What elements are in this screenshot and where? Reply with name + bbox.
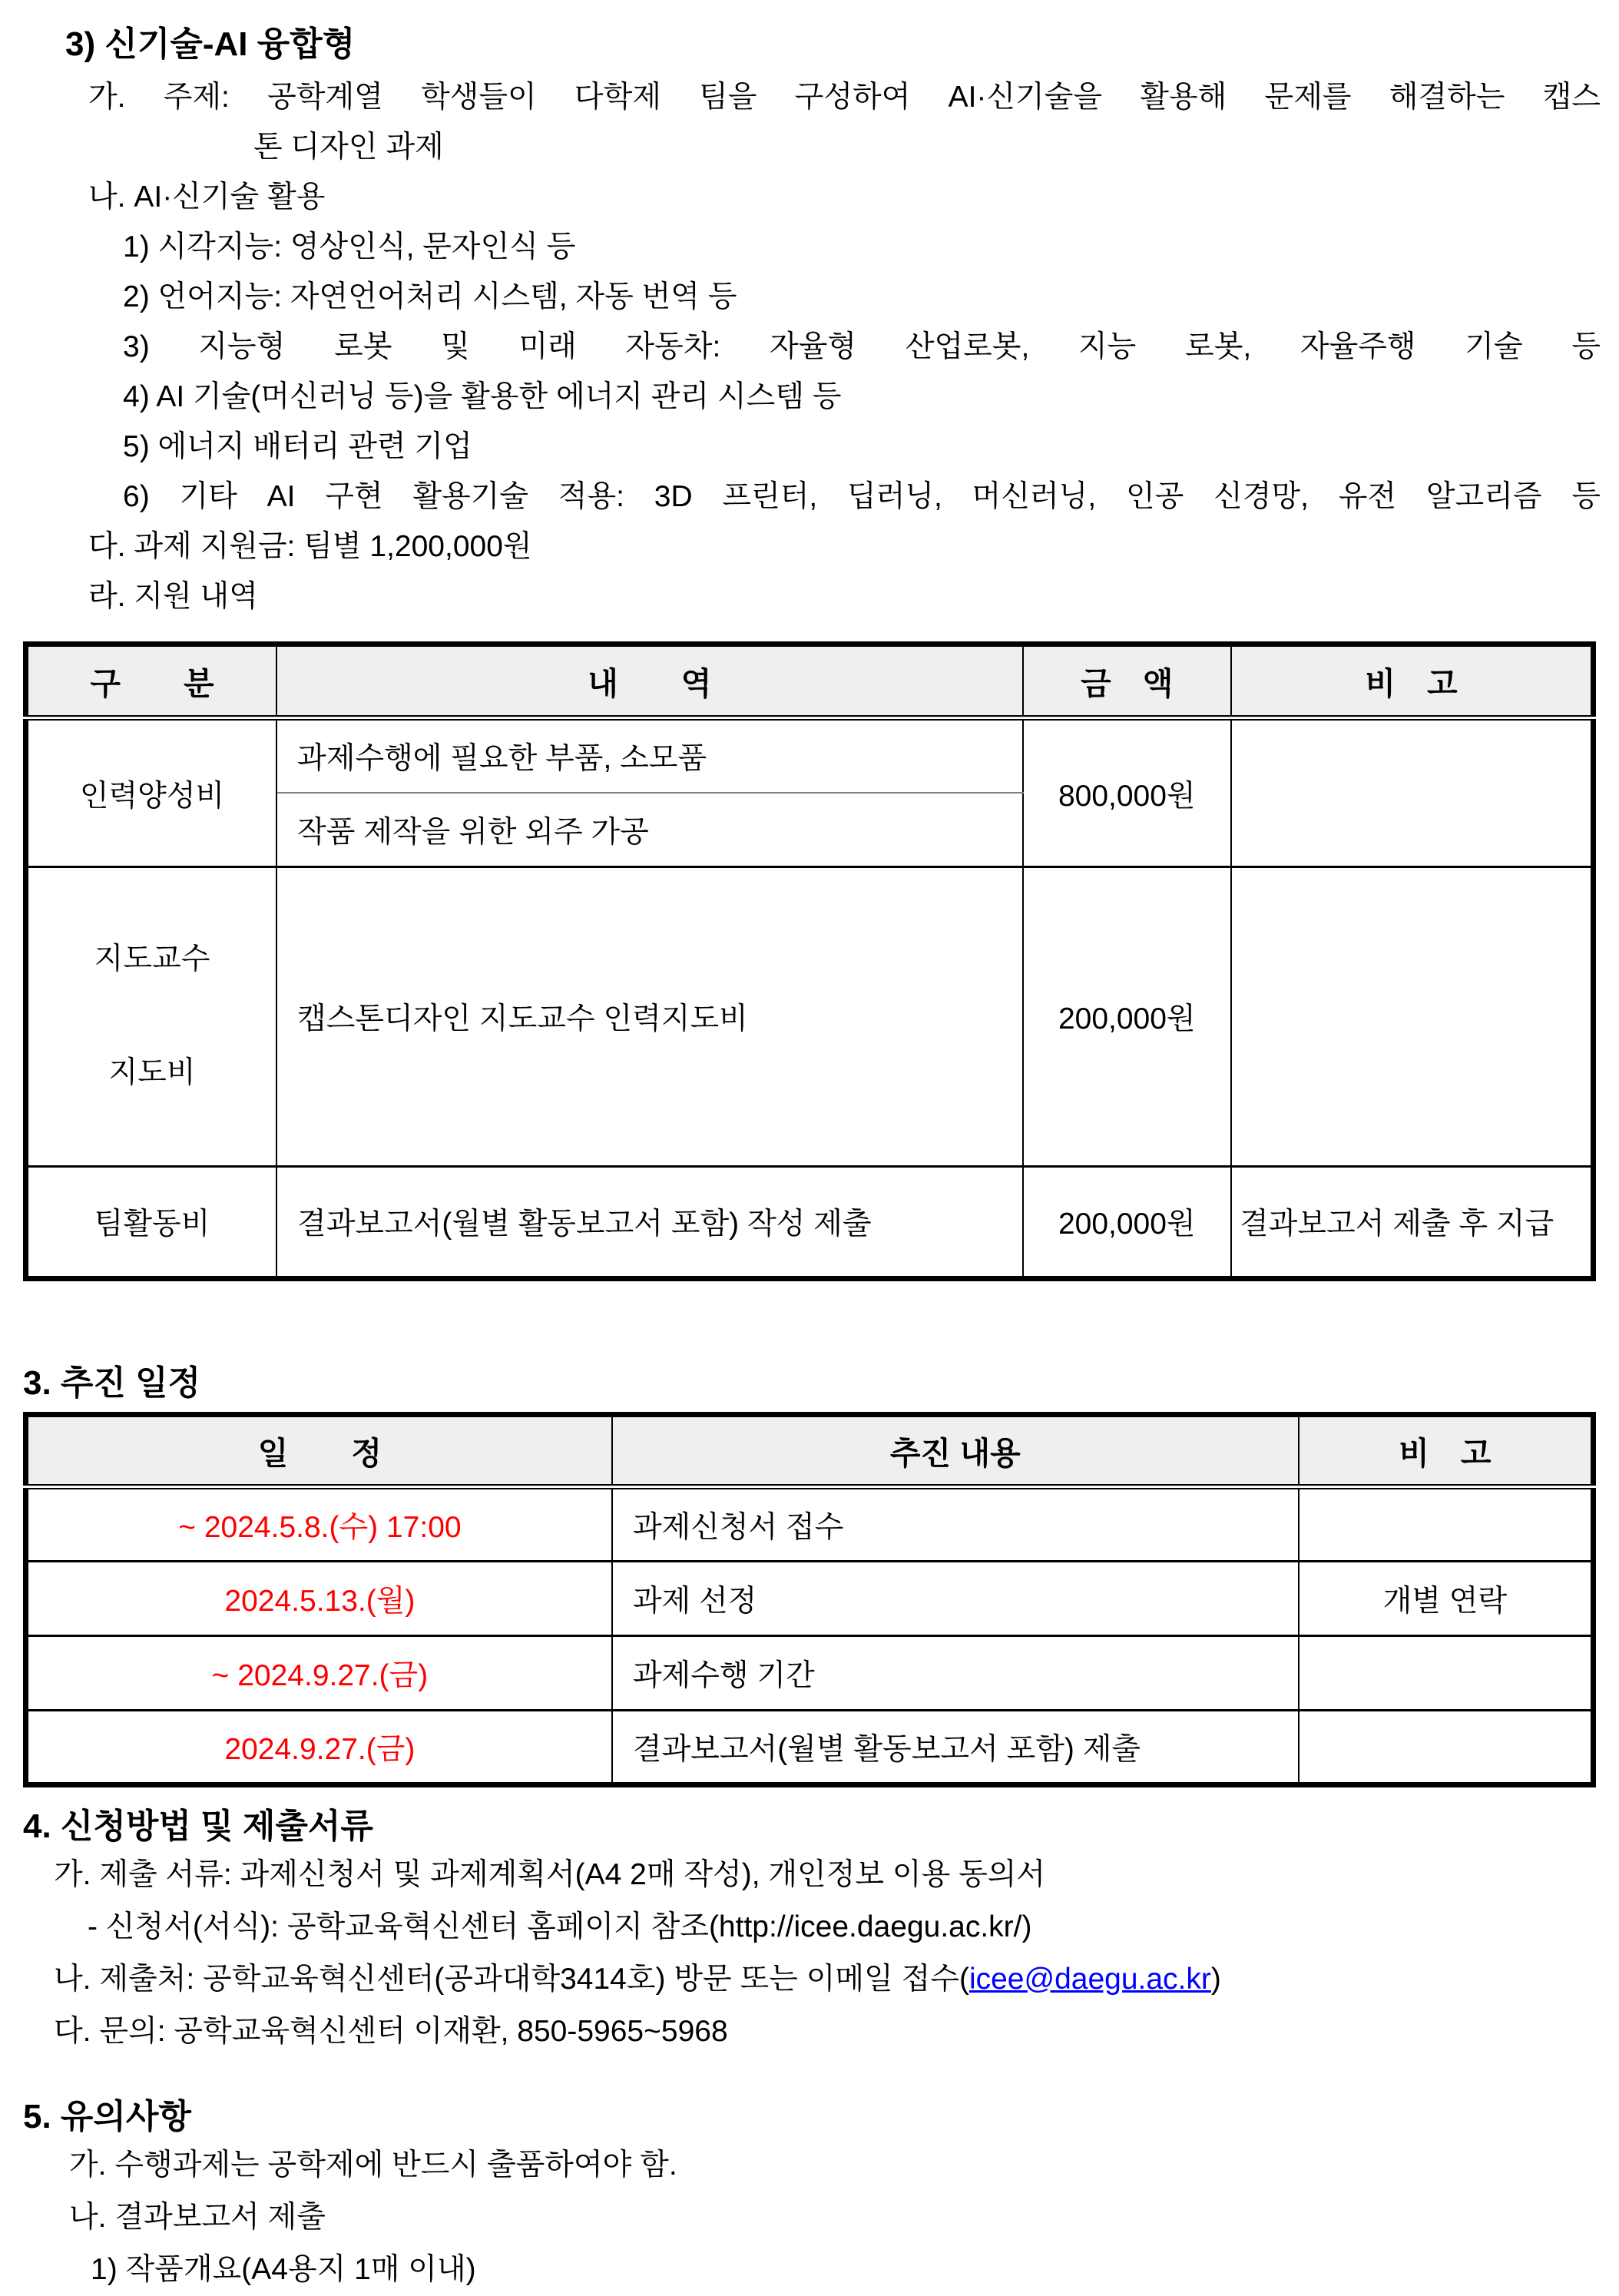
- notes-line-report: 나. 결과보고서 제출: [69, 2200, 326, 2234]
- schedule-cell-date: ~ 2024.9.27.(금): [26, 1635, 612, 1710]
- support-items-table: [23, 641, 1596, 1281]
- section-heading-notes: 5. 유의사항: [23, 2097, 191, 2135]
- support-cell-detail-outsourcing: 작품 제작을 위한 외주 가공: [276, 793, 1023, 867]
- intro-line: 4) AI 기술(머신러닝 등)을 활용한 에너지 관리 시스템 등: [123, 380, 842, 413]
- apply-line-contact: 다. 문의: 공학교육혁신센터 이재환, 850-5965~5968: [54, 2014, 728, 2048]
- support-table-header-detail: 내 역: [276, 644, 1023, 718]
- intro-line: 5) 에너지 배터리 관련 기업: [123, 430, 472, 463]
- schedule-cell-note: [1299, 1710, 1594, 1784]
- intro-line: 가. 주제: 공학계열 학생들이 다학제 팀을 구성하여 AI·신기술을 활용해 문제를 해결하는 캡스: [88, 81, 1601, 114]
- support-table-header-category: 구 분: [26, 644, 277, 718]
- support-cell-detail-advisor: 캡스톤디자인 지도교수 인력지도비: [276, 867, 1023, 1167]
- schedule-cell-content: 과제신청서 접수: [612, 1486, 1299, 1561]
- apply-line-submission-suffix: ): [1210, 1962, 1221, 1996]
- support-cell-category-advisor-line2: 지도비: [108, 1056, 196, 1090]
- schedule-header-content: 추진 내용: [612, 1414, 1299, 1486]
- schedule-cell-content: 과제수행 기간: [612, 1635, 1299, 1710]
- intro-line: 2) 언어지능: 자연언어처리 시스템, 자동 번역 등: [123, 280, 737, 313]
- section-heading-schedule: 3. 추진 일정: [23, 1363, 201, 1402]
- support-cell-category-team: 팀활동비: [26, 1166, 277, 1278]
- apply-line-documents: 가. 제출 서류: 과제신청서 및 과제계획서(A4 2매 작성), 개인정보 이용 동의서: [54, 1857, 1046, 1891]
- table-row: [26, 1166, 1594, 1278]
- support-cell-amount-advisor: 200,000원: [1023, 867, 1231, 1167]
- schedule-header-note: 비 고: [1299, 1414, 1594, 1486]
- support-cell-detail-team: 결과보고서(월별 활동보고서 포함) 작성 제출: [276, 1166, 1023, 1278]
- support-cell-amount-manpower: 800,000원: [1023, 718, 1231, 867]
- intro-line: 톤 디자인 과제: [253, 131, 444, 164]
- schedule-cell-note: [1299, 1635, 1594, 1710]
- support-table-header-note: 비 고: [1231, 644, 1594, 718]
- schedule-cell-date: 2024.5.13.(월): [26, 1561, 612, 1635]
- table-row: [26, 867, 1594, 1167]
- table-row: [26, 1486, 1594, 1561]
- support-table-header-amount: 금 액: [1023, 644, 1231, 718]
- apply-line-submission: [54, 1953, 1601, 2006]
- intro-line: 다. 과제 지원금: 팀별 1,200,000원: [88, 530, 532, 563]
- subsection-heading-ai-fusion: 3) 신기술-AI 융합형: [65, 25, 356, 63]
- intro-line: 라. 지원 내역: [88, 580, 258, 613]
- schedule-cell-note: 개별 연락: [1299, 1561, 1594, 1635]
- schedule-cell-content: 과제 선정: [612, 1561, 1299, 1635]
- apply-line-form: - 신청서(서식): 공학교육혁신센터 홈페이지 참조(http://icee.daegu.ac.kr/): [88, 1910, 1032, 1943]
- schedule-table: [23, 1412, 1596, 1787]
- section-heading-apply: 4. 신청방법 및 제출서류: [23, 1807, 373, 1845]
- support-cell-note-team: 결과보고서 제출 후 지급: [1231, 1166, 1594, 1278]
- apply-line-submission-prefix: 나. 제출처: 공학교육혁신센터(공과대학3414호) 방문 또는 이메일 접수(: [54, 1962, 969, 1996]
- schedule-cell-content: 결과보고서(월별 활동보고서 포함) 제출: [612, 1710, 1299, 1784]
- table-row: [26, 1561, 1594, 1635]
- email-link[interactable]: icee@daegu.ac.kr: [968, 1962, 1211, 1996]
- support-cell-category-advisor-line1: 지도교수: [94, 943, 210, 976]
- table-row: [26, 1635, 1594, 1710]
- notes-line-overview: 1) 작품개요(A4용지 1매 이내): [91, 2252, 476, 2286]
- intro-line: 나. AI·신기술 활용: [88, 181, 326, 214]
- support-cell-note-advisor: [1231, 867, 1594, 1167]
- support-cell-amount-team: 200,000원: [1023, 1166, 1231, 1278]
- table-row: [26, 718, 1594, 793]
- schedule-cell-date: 2024.9.27.(금): [26, 1710, 612, 1784]
- support-cell-category-advisor: [26, 867, 277, 1167]
- schedule-cell-date: ~ 2024.5.8.(수) 17:00: [26, 1486, 612, 1561]
- intro-line: 1) 시각지능: 영상인식, 문자인식 등: [123, 230, 576, 263]
- support-cell-category-manpower: 인력양성비: [26, 718, 277, 867]
- notes-line-exhibit: 가. 수행과제는 공학제에 반드시 출품하여야 함.: [69, 2148, 677, 2182]
- schedule-cell-note: [1299, 1486, 1594, 1561]
- table-row: [26, 1710, 1594, 1784]
- intro-line: 3) 지능형 로봇 및 미래 자동차: 자율형 산업로봇, 지능 로봇, 자율주행 기술 등: [123, 330, 1601, 363]
- schedule-header-date: 일 정: [26, 1414, 612, 1486]
- support-cell-note-manpower: [1231, 718, 1594, 867]
- support-cell-detail-parts: 과제수행에 필요한 부품, 소모품: [276, 718, 1023, 793]
- intro-line: 6) 기타 AI 구현 활용기술 적용: 3D 프린터, 딥러닝, 머신러닝, 인공 신경망, 유전 알고리즘 등: [123, 480, 1601, 513]
